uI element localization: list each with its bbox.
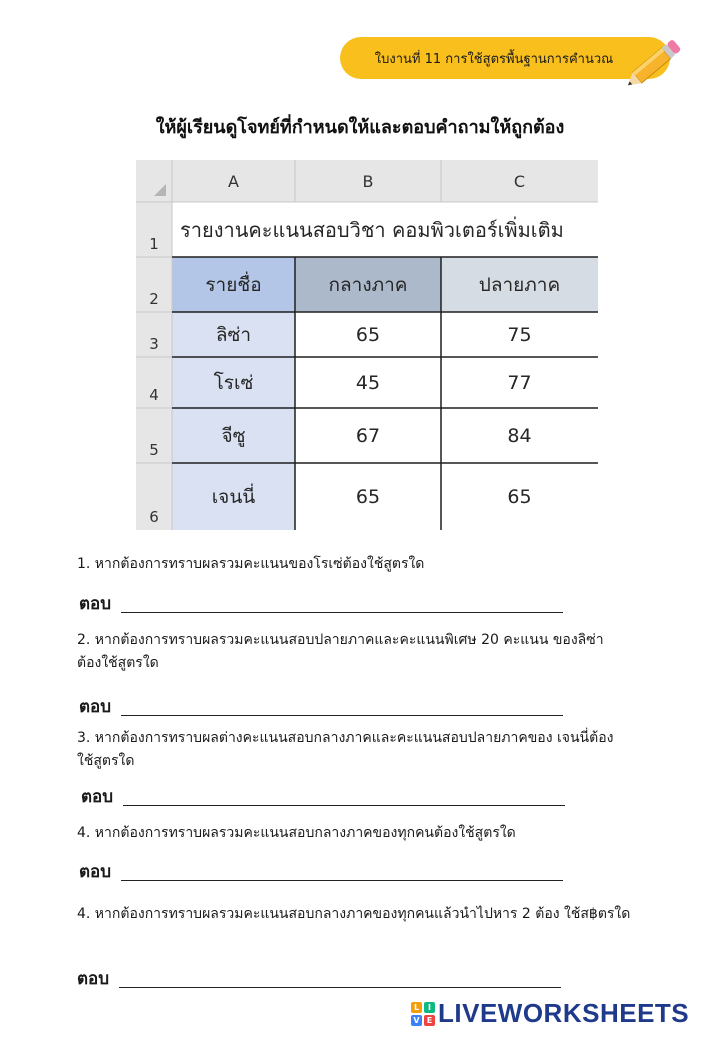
- row-header-5: 5: [149, 441, 159, 459]
- question-1: 1. หากต้องการทราบผลรวมคะแนนของโรเซ่ต้องใช้สูตรใด: [77, 556, 425, 572]
- brand-name: LIVEWORKSHEETS: [438, 998, 690, 1028]
- column-header-c: C: [513, 171, 526, 191]
- name-cell: จีซู: [221, 424, 246, 447]
- answer-line-3[interactable]: [123, 804, 565, 806]
- column-header-a: A: [228, 171, 239, 191]
- answer-line-1[interactable]: [121, 611, 563, 613]
- worksheet-title: ใบงานที่ 11 การใช้สูตรพื้นฐานการคำนวณ: [374, 51, 614, 67]
- answer-label: ตอบ: [79, 594, 112, 614]
- answer-label: ตอบ: [81, 787, 114, 807]
- answer-label: ตอบ: [77, 969, 110, 989]
- midterm-cell: 65: [355, 485, 381, 508]
- row-header-6: 6: [149, 508, 159, 526]
- answer-row-4: [79, 858, 563, 885]
- midterm-cell: 67: [355, 424, 381, 447]
- header-cell-midterm: กลางภาค: [328, 273, 408, 296]
- name-cell: ลิซ่า: [215, 323, 252, 346]
- table-title-cell: รายงานคะแนนสอบวิชา คอมพิวเตอร์เพิ่มเติม: [180, 217, 564, 242]
- name-cell: เจนนี่: [211, 485, 256, 508]
- final-cell: 75: [507, 323, 532, 346]
- header-cell-name: รายชื่อ: [205, 273, 262, 296]
- answer-line-2[interactable]: [121, 714, 563, 716]
- answer-row-5: [77, 965, 561, 992]
- final-cell: 65: [507, 485, 532, 508]
- worksheet-title-banner: [340, 37, 670, 79]
- question-4: 4. หากต้องการทราบผลรวมคะแนนสอบกลางภาคของทุกคนต้องใช้สูตรใด: [77, 825, 516, 841]
- question-5: 4. หากต้องการทราบผลรวมคะแนนสอบกลางภาคของทุกคนแล้วนำไปหาร 2 ต้อง ใช้ส฿ตรใด: [77, 906, 631, 922]
- liveworksheets-icon: L I V E: [411, 1002, 435, 1026]
- answer-line-5[interactable]: [119, 986, 561, 988]
- answer-row-1: [79, 590, 563, 617]
- row-header-1: 1: [149, 235, 159, 253]
- row-header-2: 2: [149, 290, 159, 308]
- liveworksheets-logo: [411, 998, 689, 1029]
- answer-label: ตอบ: [79, 697, 112, 717]
- answer-label: ตอบ: [79, 862, 112, 882]
- midterm-cell: 65: [355, 323, 381, 346]
- pencil-icon: [625, 30, 689, 92]
- final-cell: 77: [507, 371, 532, 394]
- answer-row-3: [81, 783, 565, 810]
- final-cell: 84: [507, 424, 532, 447]
- answer-row-2: [79, 693, 563, 720]
- spreadsheet-table: [136, 160, 598, 530]
- row-header-3: 3: [149, 335, 159, 353]
- instruction-heading: ให้ผู้เรียนดูโจทย์ที่กำหนดให้และตอบคำถามให้ถูกต้อง: [155, 117, 565, 138]
- column-header-b: B: [362, 171, 374, 191]
- midterm-cell: 45: [355, 371, 381, 394]
- answer-line-4[interactable]: [121, 879, 563, 881]
- header-cell-final: ปลายภาค: [478, 273, 561, 296]
- question-2: 2. หากต้องการทราบผลรวมคะแนนสอบปลายภาคและคะแนนพิเศษ 20 คะแนน ของลิซ่าต้องใช้สูตรใด: [77, 632, 604, 671]
- row-header-4: 4: [149, 386, 159, 404]
- name-cell: โรเซ่: [213, 371, 254, 394]
- question-3: 3. หากต้องการทราบผลต่างคะแนนสอบกลางภาคและคะแนนสอบปลายภาคของ เจนนี่ต้องใช้สูตรใด: [77, 730, 614, 769]
